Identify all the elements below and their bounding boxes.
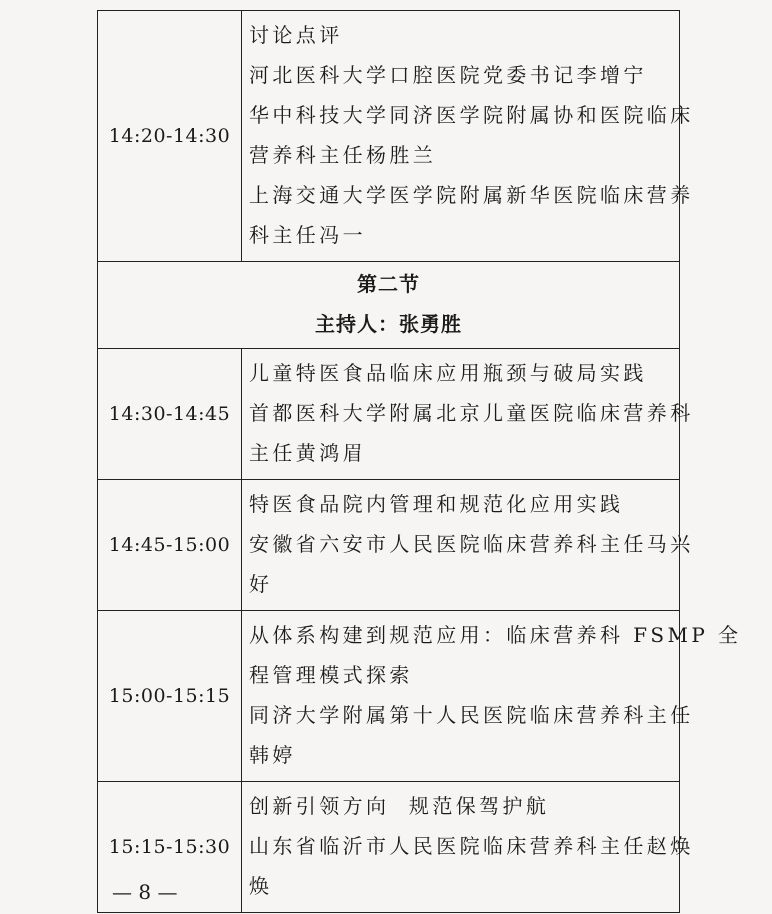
agenda-table bbox=[97, 10, 742, 913]
speaker-line: 主任黄鸿眉 bbox=[249, 441, 366, 465]
speaker-line: 山东省临沂市人民医院临床营养科主任赵焕 bbox=[249, 834, 694, 858]
speaker-line: 河北医科大学口腔医院党委书记李增宁 bbox=[249, 63, 647, 87]
section-host: 主持人：张勇胜 bbox=[315, 312, 462, 336]
topic-line: 从体系构建到规范应用：临床营养科 FSMP 全 bbox=[249, 623, 742, 647]
agenda-row bbox=[98, 349, 680, 480]
speaker-line: 韩婷 bbox=[249, 743, 296, 767]
topic-line: 程管理模式探索 bbox=[249, 663, 413, 687]
agenda-row bbox=[98, 782, 680, 913]
speaker-line: 焕 bbox=[249, 874, 273, 898]
time-cell: 14:30-14:45 bbox=[98, 349, 242, 480]
speaker-line: 安徽省六安市人民医院临床营养科主任马兴 bbox=[249, 532, 694, 556]
topic-line: 创新引领方向 规范保驾护航 bbox=[249, 794, 550, 818]
agenda-row bbox=[98, 611, 680, 782]
content-cell bbox=[242, 611, 742, 782]
page-number: — 8 — bbox=[112, 880, 178, 904]
time-cell: 14:45-15:00 bbox=[98, 480, 242, 611]
time-cell: 14:20-14:30 bbox=[98, 11, 242, 262]
speaker-line: 同济大学附属第十人民医院临床营养科主任 bbox=[249, 703, 694, 727]
topic-line: 讨论点评 bbox=[249, 23, 343, 47]
section-header-cell bbox=[98, 262, 680, 349]
speaker-line: 营养科主任杨胜兰 bbox=[249, 143, 437, 167]
content-cell bbox=[242, 480, 694, 611]
section-title: 第二节 bbox=[357, 272, 420, 296]
time-cell: 15:00-15:15 bbox=[98, 611, 242, 782]
topic-line: 儿童特医食品临床应用瓶颈与破局实践 bbox=[249, 361, 647, 385]
speaker-line: 首都医科大学附属北京儿童医院临床营养科 bbox=[249, 401, 694, 425]
section-header-row bbox=[98, 262, 680, 349]
speaker-line: 科主任冯一 bbox=[249, 223, 366, 247]
content-cell bbox=[242, 349, 694, 480]
speaker-line: 好 bbox=[249, 572, 273, 596]
content-cell bbox=[242, 782, 694, 913]
speaker-line: 上海交通大学医学院附属新华医院临床营养 bbox=[249, 183, 694, 207]
time-cell: 15:15-15:30 bbox=[98, 782, 242, 913]
topic-line: 特医食品院内管理和规范化应用实践 bbox=[249, 492, 624, 516]
speaker-line: 华中科技大学同济医学院附属协和医院临床 bbox=[249, 103, 694, 127]
content-cell bbox=[242, 11, 694, 262]
agenda-row bbox=[98, 480, 680, 611]
agenda-row bbox=[98, 11, 680, 262]
